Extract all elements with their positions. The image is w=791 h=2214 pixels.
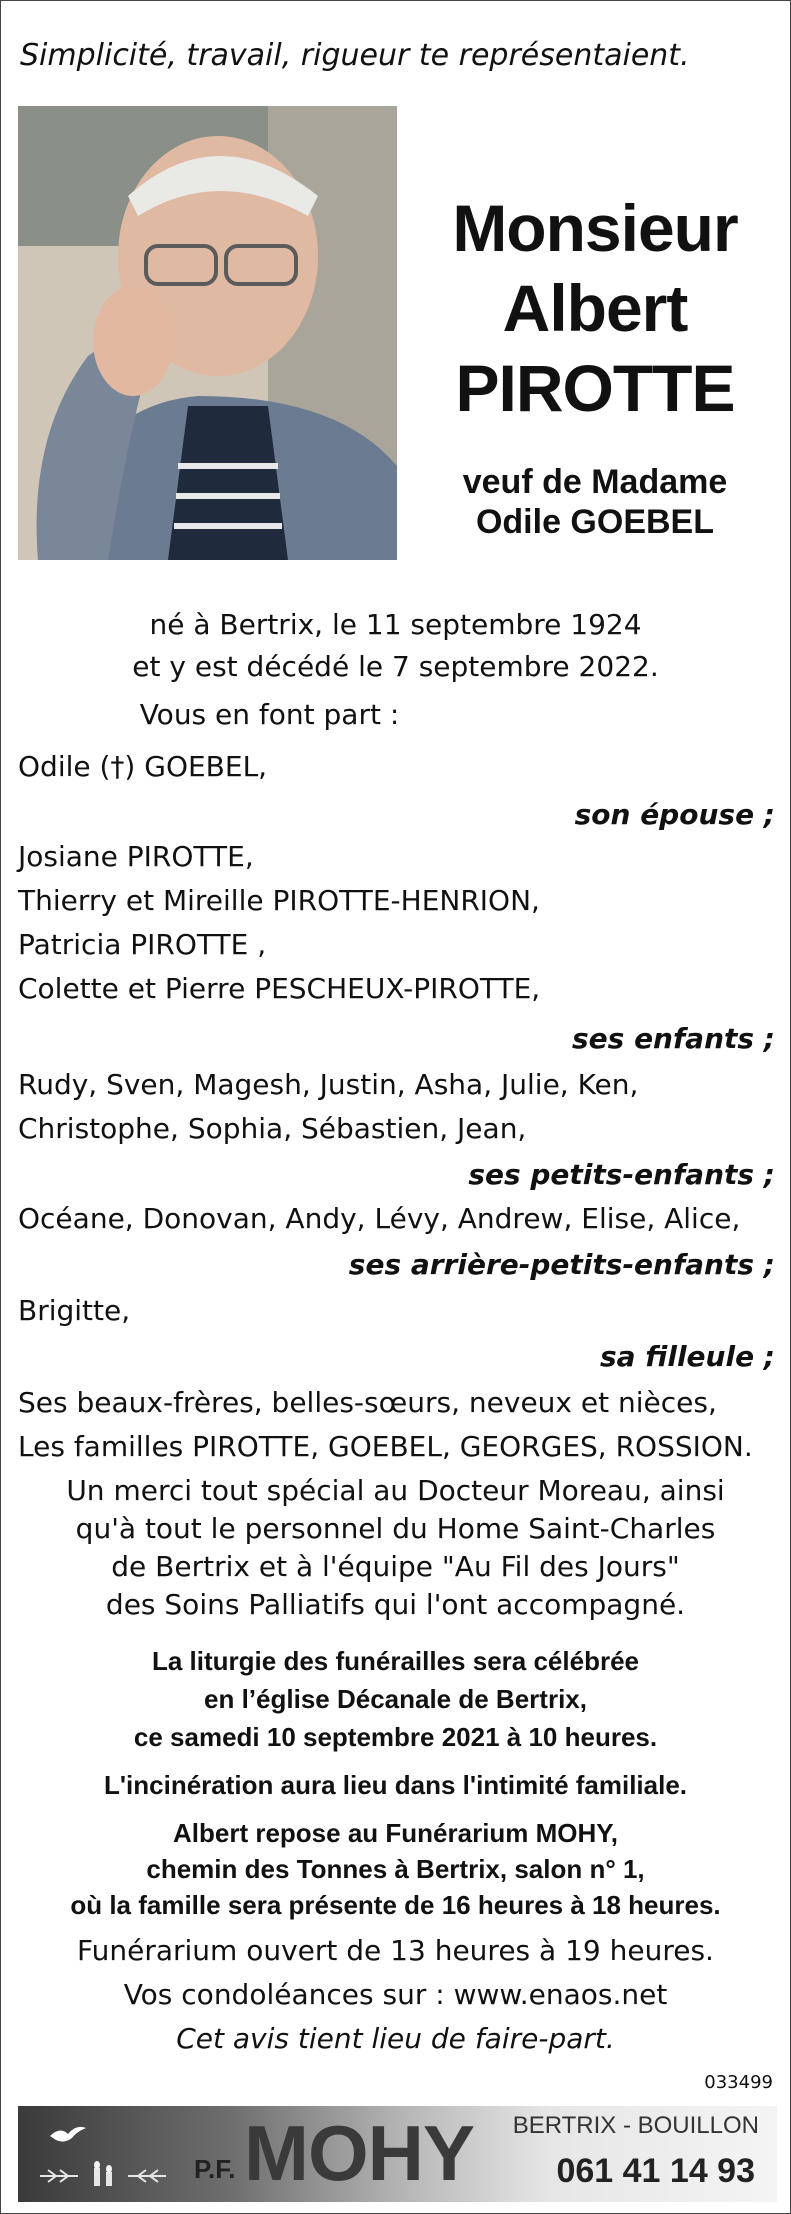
child-name: Patricia PIROTTE ,: [18, 928, 267, 961]
candle-leaves-icon: [38, 2160, 168, 2190]
birth-line: né à Bertrix, le 11 septembre 1924: [149, 608, 642, 641]
name-title: Monsieur: [452, 191, 738, 265]
pf-label: P.F.: [194, 2154, 236, 2184]
deceased-name: [400, 188, 790, 428]
notice-line: Cet avis tient lieu de faire-part.: [176, 2022, 615, 2055]
thanks-line: des Soins Palliatifs qui l'ont accompagné.: [105, 1588, 686, 1621]
ceremony-line: en l’église Décanale de Bertrix,: [204, 1684, 587, 1714]
opening-hours: Funérarium ouvert de 13 heures à 19 heures.: [77, 1934, 714, 1967]
funeral-home-banner: [18, 2106, 777, 2202]
death-line: et y est décédé le 7 septembre 2022.: [132, 650, 659, 683]
phone-number: 061 41 14 93: [556, 2152, 755, 2190]
spouse-name: Odile (†) GOEBEL,: [18, 750, 268, 783]
extended-family-line: Ses beaux-frères, belles-sœurs, neveux et nièces,: [18, 1386, 717, 1419]
children-role: ses enfants ;: [572, 1022, 775, 1055]
cremation-line: L'incinération aura lieu dans l'intimité familiale.: [103, 1770, 688, 1800]
repose-line: chemin des Tonnes à Bertrix, salon n° 1,: [146, 1854, 645, 1884]
thanks-line: Un merci tout spécial au Docteur Moreau, ainsi: [66, 1474, 725, 1507]
ceremony-line: La liturgie des funérailles sera célébrée: [151, 1646, 639, 1676]
child-name: Josiane PIROTTE,: [18, 840, 254, 873]
child-name: Thierry et Mireille PIROTTE-HENRION,: [18, 884, 540, 917]
goddaughter-name: Brigitte,: [18, 1294, 131, 1327]
grandchildren-line: Christophe, Sophia, Sébastien, Jean,: [18, 1112, 527, 1145]
location-label: BERTRIX - BOUILLON: [512, 2112, 759, 2139]
thanks-line: qu'à tout le personnel du Home Saint-Charles: [75, 1512, 716, 1545]
grandchildren-role: ses petits-enfants ;: [468, 1158, 775, 1191]
portrait-photo: [18, 106, 397, 560]
announce-line: Vous en font part :: [139, 698, 400, 731]
child-name: Colette et Pierre PESCHEUX-PIROTTE,: [18, 972, 541, 1005]
great-grandchildren-role: ses arrière-petits-enfants ;: [348, 1248, 775, 1281]
repose-line: où la famille sera présente de 16 heures à 18 heures.: [70, 1890, 721, 1920]
dove-icon: [48, 2122, 88, 2146]
brand-logo: MOHY: [244, 2109, 474, 2197]
ceremony-line: ce samedi 10 septembre 2021 à 10 heures.: [133, 1722, 658, 1752]
widow-of: [400, 462, 790, 542]
repose-line: Albert repose au Funérarium MOHY,: [173, 1818, 618, 1848]
great-grandchildren-line: Océane, Donovan, Andy, Lévy, Andrew, Elise, Alice,: [18, 1202, 741, 1235]
thanks-line: de Bertrix et à l'équipe "Au Fil des Jours": [111, 1550, 680, 1583]
name-first: Albert: [502, 271, 688, 345]
widow-line-2: Odile GOEBEL: [475, 503, 715, 541]
extended-family-line: Les familles PIROTTE, GOEBEL, GEORGES, ROSSION.: [18, 1430, 753, 1463]
grandchildren-line: Rudy, Sven, Magesh, Justin, Asha, Julie, Ken,: [18, 1068, 639, 1101]
motto: Simplicité, travail, rigueur te représentaient.: [20, 38, 690, 73]
widow-line-1: veuf de Madame: [462, 463, 728, 501]
goddaughter-role: sa filleule ;: [600, 1340, 775, 1373]
spouse-role: son épouse ;: [574, 798, 775, 831]
name-last: PIROTTE: [455, 351, 735, 425]
condolences-line: Vos condoléances sur : www.enaos.net: [123, 1978, 668, 2011]
reference-number: 033499: [704, 2072, 773, 2093]
